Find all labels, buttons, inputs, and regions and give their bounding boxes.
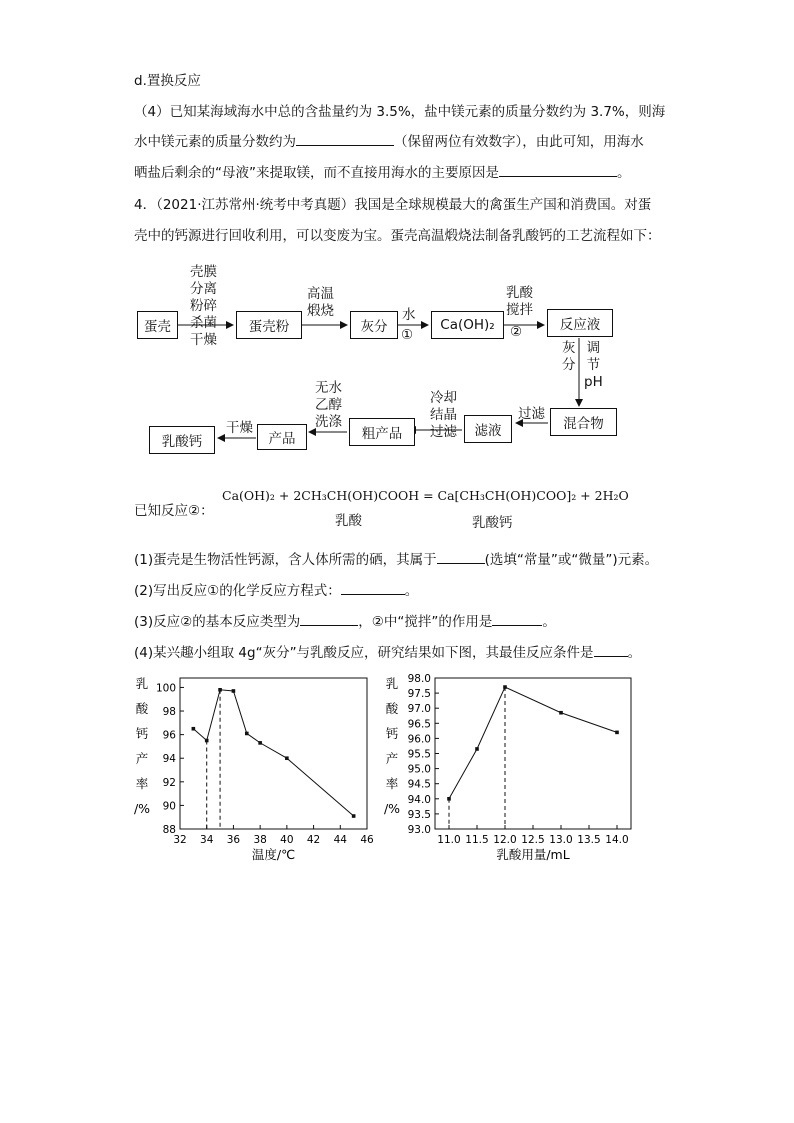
- step5-left-label: 灰 分: [562, 340, 576, 373]
- answer-blank-3[interactable]: [437, 550, 485, 564]
- q-text: ，②中“搅拌”的作用是: [358, 614, 493, 630]
- answer-blank-4[interactable]: [341, 581, 405, 595]
- box-calcium-lactate: [149, 426, 215, 454]
- x-tick-label: 14.0: [605, 834, 629, 846]
- box-eggshell: [137, 311, 178, 339]
- y-axis-label: 钙: [385, 726, 399, 741]
- series-line: [193, 690, 353, 816]
- chart-lactic-acid-amount: [380, 672, 650, 872]
- data-point: [218, 688, 222, 692]
- y-axis-label: 酸: [385, 701, 399, 716]
- y-tick-label: 95.5: [407, 748, 431, 761]
- box-label: 滤液: [474, 423, 502, 439]
- y-tick-label: 93.0: [407, 824, 431, 836]
- q-text: (选填“常量”或“微量”)元素。: [484, 552, 659, 568]
- y-tick-label: 98.0: [407, 673, 431, 685]
- box-crude-product: [349, 418, 415, 446]
- y-axis-label: 率: [385, 776, 399, 791]
- y-tick-label: 92: [162, 776, 176, 789]
- x-tick-label: 32: [173, 834, 187, 846]
- box-filtrate: [464, 415, 512, 443]
- q-text: (2)写出反应①的化学反应方程式：: [134, 583, 341, 599]
- plot-frame: [180, 678, 367, 829]
- q4a-text3: 晒盐后剩余的“母液”来提取镁，而不直接用海水的主要原因是: [134, 165, 499, 181]
- box-label: 蛋壳: [144, 319, 171, 335]
- box-label: 乳酸钙: [161, 434, 203, 450]
- box-label: 混合物: [563, 416, 604, 432]
- data-point: [245, 732, 249, 736]
- y-tick-label: 97.5: [407, 688, 431, 701]
- step2-label: 高温 煅烧: [307, 286, 334, 319]
- data-point: [192, 727, 196, 731]
- q-text: (1)蛋壳是生物活性钙源，含人体所需的硒，其属于: [134, 552, 437, 568]
- x-tick-label: 44: [333, 834, 347, 846]
- step3-top-label: 水: [402, 307, 416, 323]
- y-axis-label: 产: [135, 751, 149, 766]
- y-tick-label: 95.0: [407, 763, 431, 776]
- step9-label: 干燥: [226, 420, 253, 436]
- y-axis-label: 乳: [135, 676, 149, 691]
- data-point: [559, 711, 563, 715]
- y-axis-label: /%: [133, 801, 151, 816]
- y-axis-label: 钙: [135, 726, 149, 741]
- y-tick-label: 90: [162, 800, 176, 813]
- y-axis-label: 乳: [385, 676, 399, 691]
- q-text: 。: [404, 583, 419, 599]
- x-tick-label: 13.0: [549, 834, 573, 846]
- step1-label: 壳膜 分离 粉碎 杀菌 干燥: [190, 264, 217, 348]
- data-point: [232, 689, 236, 693]
- sub-question-4: [134, 641, 641, 661]
- y-tick-label: 96: [162, 729, 176, 742]
- box-reaction-liquid: [547, 309, 613, 337]
- y-axis-label: 率: [135, 776, 149, 791]
- box-ash: [350, 311, 398, 339]
- plot-frame: [435, 678, 631, 829]
- step3-bottom-label: ①: [401, 327, 414, 343]
- x-axis-label: 乳酸用量/mL: [496, 847, 570, 862]
- y-tick-label: 100: [155, 682, 176, 695]
- data-point: [258, 741, 262, 745]
- reaction-equation: Ca(OH)₂ + 2CH₃CH(OH)COOH = Ca[CH₃CH(OH)COO]₂ + 2H₂O: [222, 488, 629, 503]
- x-tick-label: 40: [280, 834, 294, 846]
- q-text: 。: [627, 645, 642, 661]
- y-tick-label: 94.0: [407, 793, 431, 806]
- q-text: 。: [542, 614, 556, 630]
- data-point: [352, 814, 356, 818]
- q4a-text: 水中镁元素的质量分数约为: [134, 134, 296, 150]
- y-tick-label: 94.5: [407, 778, 431, 791]
- option-d: d.置换反应: [134, 73, 201, 89]
- box-label: 灰分: [360, 319, 388, 335]
- box-label: 反应液: [559, 317, 601, 333]
- y-tick-label: 93.5: [407, 808, 431, 821]
- sub-question-2: [134, 579, 418, 599]
- x-tick-label: 12.0: [493, 834, 517, 846]
- x-tick-label: 13.5: [577, 834, 601, 846]
- x-tick-label: 34: [200, 834, 214, 846]
- data-point: [503, 685, 507, 689]
- x-axis-label: 温度/℃: [251, 847, 296, 862]
- y-axis-label: 产: [385, 751, 399, 766]
- y-axis-label: 酸: [135, 701, 149, 716]
- box-product: [257, 424, 307, 450]
- q-text: (4)某兴趣小组取 4g“灰分”与乳酸反应，研究结果如下图，其最佳反应条件是: [134, 645, 594, 661]
- data-point: [615, 731, 619, 735]
- y-tick-label: 96.0: [407, 733, 431, 746]
- sub-question-1: [134, 548, 658, 568]
- q4a-text2: （保留两位有效数字），由此可知，用海水: [394, 134, 644, 150]
- step8-label: 无水 乙醇 洗涤: [315, 380, 342, 430]
- x-tick-label: 11.0: [437, 834, 461, 846]
- y-tick-label: 98: [162, 706, 176, 719]
- known-reaction-label: 已知反应②：: [134, 503, 214, 519]
- x-tick-label: 38: [253, 834, 267, 846]
- y-axis-label: /%: [383, 801, 401, 816]
- series-line: [449, 687, 617, 799]
- q4a-text4: 。: [617, 165, 631, 181]
- x-tick-label: 42: [306, 834, 321, 846]
- data-point: [475, 747, 479, 751]
- x-tick-label: 36: [226, 834, 241, 846]
- x-tick-label: 11.5: [465, 834, 489, 846]
- sub-question-3: [134, 610, 556, 630]
- problem-4-line2: 壳中的钙源进行回收利用，可以变废为宝。蛋壳高温煅烧法制备乳酸钙的工艺流程如下：: [134, 228, 661, 244]
- x-tick-label: 12.5: [521, 834, 545, 846]
- question-4a-line1: （4）已知某海域海水中总的含盐量约为 3.5%，盐中镁元素的质量分数约为 3.7%，则海: [134, 104, 666, 120]
- answer-blank-5[interactable]: [300, 612, 358, 626]
- y-tick-label: 88: [162, 824, 176, 836]
- answer-blank-7[interactable]: [594, 643, 628, 657]
- box-eggshell-powder: [236, 311, 302, 339]
- data-point: [205, 739, 209, 743]
- problem-4-line1: 4．（2021·江苏常州·统考中考真题）我国是全球规模最大的禽蛋生产国和消费国。对蛋: [134, 197, 652, 213]
- step4-top-label: 乳酸 搅拌: [506, 285, 533, 318]
- chart-temperature: [130, 672, 380, 872]
- step5-right-label: 调 节 pH: [584, 340, 603, 390]
- data-point: [447, 797, 451, 801]
- box-label: 产品: [268, 431, 296, 447]
- box-label: 粗产品: [361, 426, 403, 442]
- box-label: Ca(OH)₂: [440, 317, 495, 333]
- y-tick-label: 96.5: [407, 718, 431, 731]
- label-lactic-acid: 乳酸: [335, 513, 362, 529]
- step6-label: 过滤: [518, 406, 545, 422]
- answer-blank-6[interactable]: [492, 612, 542, 626]
- q-text: (3)反应②的基本反应类型为: [134, 614, 301, 630]
- y-tick-label: 94: [162, 753, 176, 766]
- box-label: 蛋壳粉: [248, 319, 290, 335]
- data-point: [285, 756, 289, 760]
- y-tick-label: 97.0: [407, 703, 431, 716]
- box-mixture: [550, 408, 617, 436]
- step4-bottom-label: ②: [510, 324, 523, 340]
- box-caoh2: [431, 311, 504, 339]
- flow-arrows: [0, 0, 794, 470]
- x-tick-label: 46: [360, 834, 374, 846]
- step7-label: 冷却 结晶 过滤: [430, 390, 457, 440]
- label-calcium-lactate: 乳酸钙: [472, 515, 513, 531]
